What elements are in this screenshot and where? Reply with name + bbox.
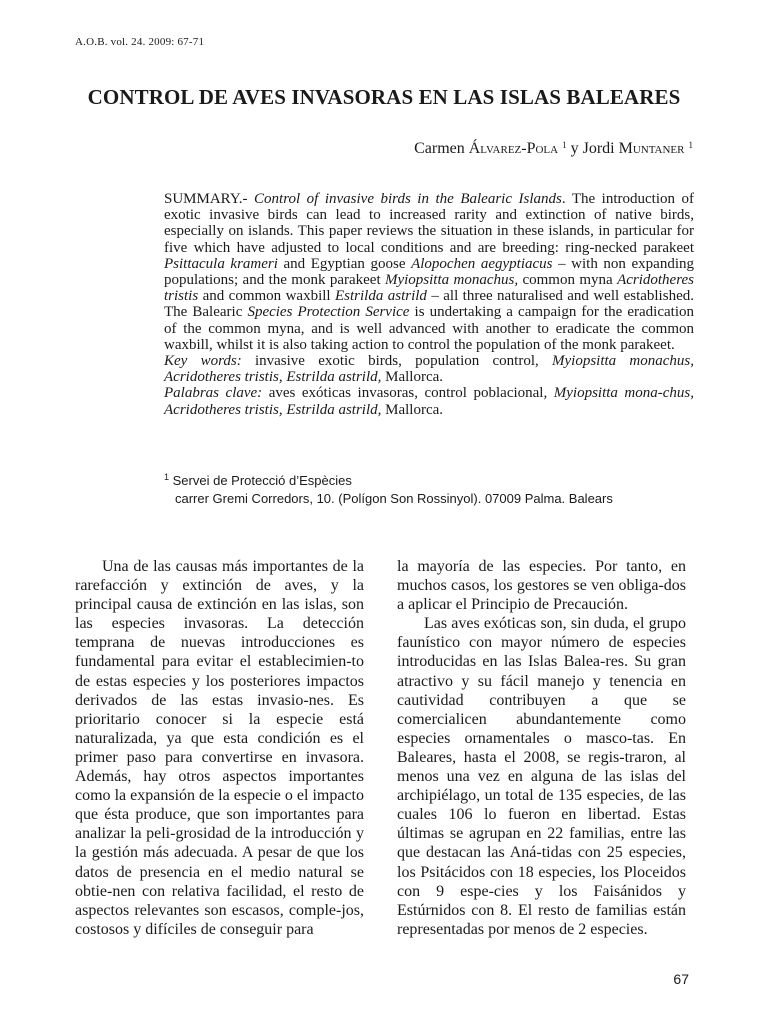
affiliation-institution: Servei de Protecció d’Espècies [172,473,352,488]
affiliation-line-1 [164,468,613,490]
italic-text-run: Species Protection Service [247,304,410,321]
italic-text-run: Key words: [164,353,242,370]
author1-affiliation-mark: 1 [562,140,567,150]
italic-text-run: Myiopsitta mona-chus, Acridotheres tristis, Estrilda astrild, [164,385,695,418]
text-run: Mallorca. [381,401,444,418]
author-line [414,140,693,158]
italic-text-run: Acridotheres tristis [164,272,694,305]
body-paragraph: Una de las causas más importantes de la rarefacción y extinción de aves, y la principal causa de extinción en las islas, son las especies invasoras. La detección temprana de nuevas introducciones es fundamental para evitar el establecimien-to de estas especies y los posteriores impactos derivados de las estas invasio-nes. Es prioritario conocer si la especie está naturalizada, ya que esta condición es el primer paso para convertirse en invasora. Además, hay otros aspectos importantes como la expansión de la especie o el impacto que ésta produce, que son importantes para analizar la peli-grosidad de la introducción y la gestión más adecuada. A pesar de que los datos de presencia en el medio natural se obtie-nen con relativa facilidad, el resto de aspectos relevantes son escasos, comple-jos, costosos y difíciles de conseguir para [75,558,364,938]
body-paragraph-continued: la mayoría de las especies. Por tanto, en muchos casos, los gestores se ven obliga-dos a aplicar el Principio de Precaución. [397,558,686,614]
body-paragraph: Las aves exóticas son, sin duda, el grupo faunístico con mayor número de especies introducidas en las Islas Balea-res. Su gran atractivo y su fácil manejo y tenencia en cautividad contribuyen a que se comercialicen abundantemente como especies ornamentales o masco-tas. En Baleares, hasta el 2008, se regis-traron, al menos una vez en alguna de las islas del archipiélago, un total de 135 especies, de las cuales 106 lo fueron en libertad. Estas últimas se agrupan en 22 familias, entre las que destacan las Aná-tidas con 25 especies, los Psitácidos con 18 especies, los Ploceidos con 9 espe-cies y los Faisánidos y Estúrnidos con 8. El resto de familias están representadas por menos de 2 especies. [397,615,686,938]
text-run: Mallorca. [381,369,444,386]
italic-text-run: Estrilda astrild [334,288,427,305]
text-run: and common waxbill [198,288,335,305]
author1-last-name: Álvarez-Pola [468,140,559,157]
affiliation-mark: 1 [164,472,170,482]
page-number: 67 [673,971,689,987]
keywords-paragraph [164,353,694,385]
author-conjunction: y [570,140,579,157]
summary-block [164,191,694,418]
text-run: – with non expanding populations; and the monk parakeet [164,255,694,289]
text-run: is undertaking a campaign for the eradication of the common myna, and is well advanced with another to eradicate the common waxbill, whilst it is also taking action to control the population of the monk parakeet. [164,304,695,353]
text-run: common myna [518,272,618,289]
text-run: . The introduction of exotic invasive birds can lead to increased rarity and extinction of native birds, especially on islands. This paper reviews the situation in these islands, in particular for five which have adjusted to local conditions and are breeding: ring-necked parakeet [164,191,695,256]
italic-text-run: Myiopsitta monachus, [384,272,519,289]
body-left-column [75,557,364,939]
body-right-column [397,557,686,939]
italic-text-run: Alopochen aegyptiacus [411,255,553,272]
summary-paragraph [164,191,694,353]
italic-text-run: Control of invasive birds in the Balearic Islands [254,191,562,207]
italic-text-run: Myiopsitta monachus, Acridotheres tristis, Estrilda astrild, [164,353,694,386]
text-run: invasive exotic birds, population control, [241,353,552,370]
text-run: – all three naturalised and well established. The Balearic [164,288,694,321]
author1-first-name: Carmen [414,140,465,157]
text-run: SUMMARY.- [164,191,255,207]
text-run: and Egyptian goose [277,255,412,272]
affiliation-footnote [164,468,613,508]
author2-affiliation-mark: 1 [688,140,693,150]
italic-text-run: Palabras clave: [164,385,263,402]
palabras-clave-paragraph [164,385,694,417]
text-run: aves exóticas invasoras, control poblacional, [262,385,554,402]
journal-reference: A.O.B. vol. 24. 2009: 67-71 [75,36,205,48]
author2-first-name: Jordi [582,140,615,157]
italic-text-run: Psittacula krameri [164,255,278,272]
article-title: CONTROL DE AVES INVASORAS EN LAS ISLAS BALEARES [87,85,681,109]
author2-last-name: Muntaner [618,140,685,157]
affiliation-address: carrer Gremi Corredors, 10. (Polígon Son Rossinyol). 07009 Palma. Balears [175,491,613,506]
